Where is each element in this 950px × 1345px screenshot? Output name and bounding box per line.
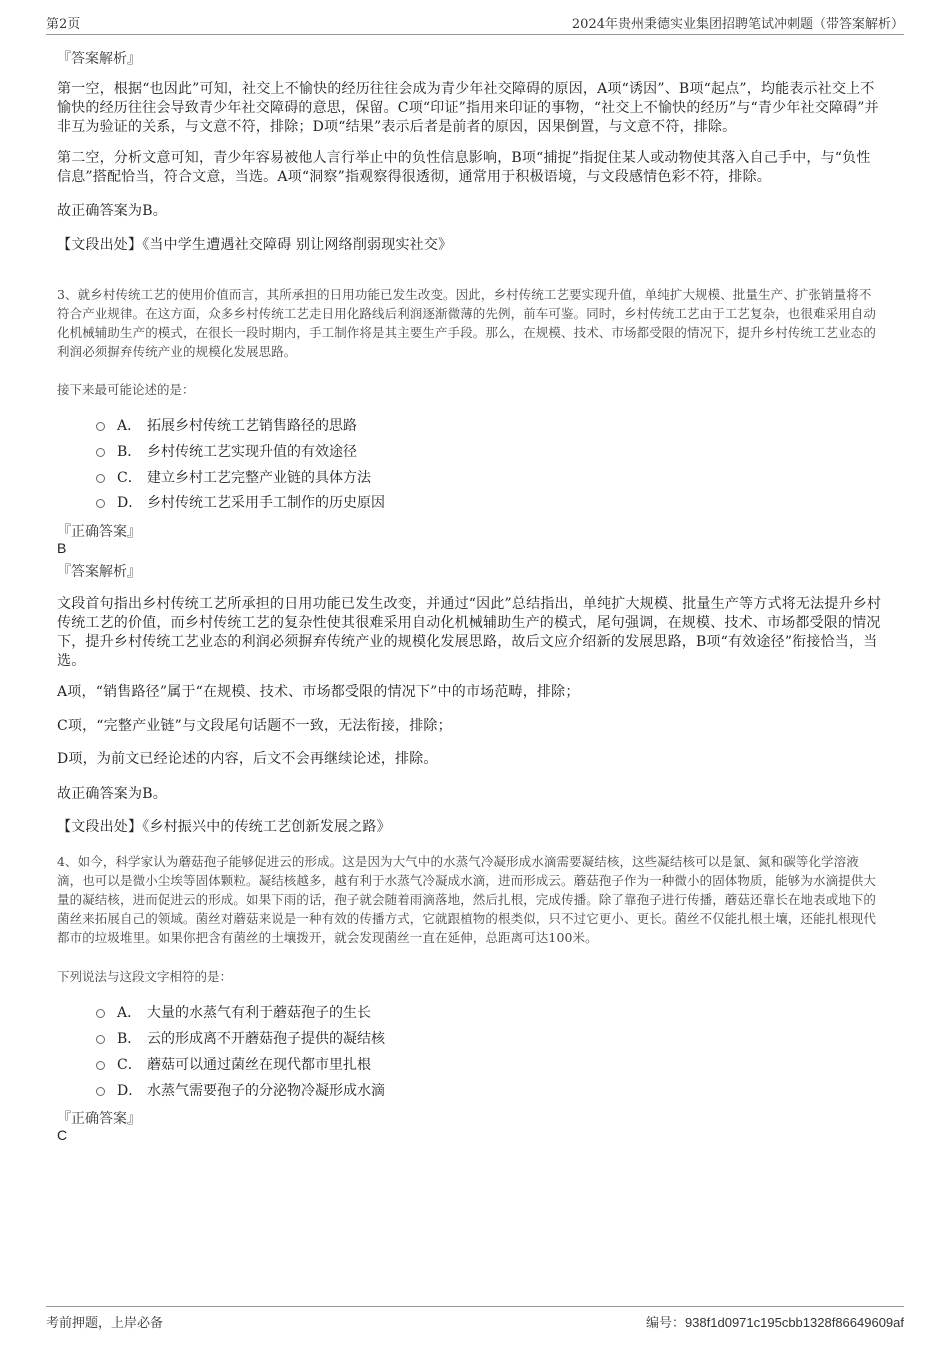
page-footer [46,1306,904,1331]
option-letter: B． [117,444,142,460]
option-d[interactable] [96,1080,856,1100]
option-a[interactable] [96,415,856,435]
page-header [46,12,904,35]
option-letter: A． [117,418,142,434]
source-citation: 【文段出处】《当中学生遭遇社交障碍 别让网络削弱现实社交》 [57,237,453,253]
explanation-paragraph: D项，为前文已经论述的内容，后文不会再继续论述，排除。 [57,751,438,767]
question-prompt: 接下来最可能论述的是： [57,382,195,397]
explanation-label: 『答案解析』 [57,51,141,67]
option-letter: B． [117,1031,142,1047]
option-letter: A． [117,1005,142,1021]
document-id-label: 编号： [645,1316,685,1331]
question-stem: 4、如今，科学家认为蘑菇孢子能够促进云的形成。这是因为大气中的水蒸气冷凝形成水滴需要凝结核，这些凝结核可以是氯、氮和碳等化学溶液滴，也可以是微小尘埃等固体颗粒。凝结核越多，越有利于水蒸气冷凝成水滴，进而形成云。蘑菇孢子作为一种微小的固体物质，能够为水滴提供大量的凝结核，进而促进云的形成。如果下雨的话，孢子就会随着雨滴落地，然后扎根，完成传播。除了靠孢子进行传播，蘑菇还靠长在地表或地下的菌丝来拓展自己的领域。菌丝对蘑菇来说是一种有效的传播方式，它就跟植物的根类似，只不过它更小、更长。菌丝不仅能扎根土壤，还能扎根现代都市的垃圾堆里。如果你把含有菌丝的土壤拨开，就会发现菌丝一直在延伸，总距离可达100米。 [57,854,877,945]
source-citation: 【文段出处】《乡村振兴中的传统工艺创新发展之路》 [57,819,391,835]
option-c[interactable] [96,467,856,487]
document-id-code: 938f1d0971c195cbb1328f86649609af [684,1315,904,1330]
option-text: 水蒸气需要孢子的分泌物冷凝形成水滴 [147,1083,385,1099]
radio-button[interactable] [96,422,105,431]
explanation-label: 『答案解析』 [57,564,141,580]
option-letter: D． [117,495,143,511]
option-d[interactable] [96,492,856,512]
explanation-conclusion: 故正确答案为B。 [57,786,167,802]
explanation-paragraph: 文段首句指出乡村传统工艺所承担的日用功能已发生改变，并通过“因此”总结指出，单纯扩大规模、批量生产等方式将无法提升乡村传统工艺的价值，而乡村传统工艺的复杂性使其很难采用自动化机械辅助生产的模式，尾句强调，在规模、技术、市场都受限的情况下，提升乡村传统工艺业态的利润必须摒弃传统产业的规模化发展思路，故后文应介绍新的发展思路，B项“有效途径”衔接恰当，当选。 [57,596,882,669]
correct-answer: C [57,1127,68,1143]
option-a[interactable] [96,1002,856,1022]
option-c[interactable] [96,1054,856,1074]
page-number: 第2页 [46,17,81,32]
explanation-paragraph: 第一空，根据“也因此”可知，社交上不愉快的经历往往会成为青少年社交障碍的原因，A项“诱因”、B项“起点”，均能表示社交上不愉快的经历往往会导致青少年社交障碍的意思，保留。C项“印证”指用来印证的事物，“社交上不愉快的经历”与“青少年社交障碍”并非互为验证的关系，与文意不符，排除；D项“结果”表示后者是前者的原因，因果倒置，与文意不符，排除。 [57,81,879,135]
explanation-paragraph: C项，“完整产业链”与文段尾句话题不一致，无法衔接，排除； [57,718,452,734]
option-letter: C． [117,1057,142,1073]
option-text: 云的形成离不开蘑菇孢子提供的凝结核 [147,1031,385,1047]
option-text: 蘑菇可以通过菌丝在现代都市里扎根 [147,1057,371,1073]
option-text: 乡村传统工艺实现升值的有效途径 [147,444,357,460]
option-b[interactable] [96,441,856,461]
option-text: 拓展乡村传统工艺销售路径的思路 [147,418,357,434]
radio-button[interactable] [96,499,105,508]
radio-button[interactable] [96,1009,105,1018]
document-id [646,1312,904,1331]
footer-slogan: 考前押题，上岸必备 [46,1316,164,1331]
option-text: 乡村传统工艺采用手工制作的历史原因 [147,495,385,511]
question-prompt: 下列说法与这段文字相符的是： [57,969,233,984]
radio-button[interactable] [96,1035,105,1044]
option-b[interactable] [96,1028,856,1048]
radio-button[interactable] [96,474,105,483]
correct-answer-label: 『正确答案』 [57,524,141,540]
question-stem: 3、就乡村传统工艺的使用价值而言，其所承担的日用功能已发生改变。因此，乡村传统工艺要实现升值，单纯扩大规模、批量生产、扩张销量将不符合产业规律。在这方面，众多乡村传统工艺走日用化路线后利润逐渐微薄的先例，前车可鉴。同时，乡村传统工艺由于工艺复杂，也很难采用自动化机械辅助生产的模式，在很长一段时期内，手工制作将是其主要生产手段。那么，在规模、技术、市场都受限的情况下，提升乡村传统工艺业态的利润必须摒弃传统产业的规模化发展思路。 [57,287,877,359]
option-letter: D． [117,1083,143,1099]
document-title: 2024年贵州秉德实业集团招聘笔试冲刺题（带答案解析） [571,17,904,32]
explanation-paragraph: 第二空，分析文意可知，青少年容易被他人言行举止中的负性信息影响，B项“捕捉”指捉住某人或动物使其落入自己手中，与“负性信息”搭配恰当，符合文意，当选。A项“洞察”指观察得很透彻，通常用于积极语境，与文段感情色彩不符，排除。 [57,150,871,185]
radio-button[interactable] [96,1087,105,1096]
correct-answer-label: 『正确答案』 [57,1111,141,1127]
option-text: 大量的水蒸气有利于蘑菇孢子的生长 [147,1005,371,1021]
radio-button[interactable] [96,448,105,457]
option-text: 建立乡村工艺完整产业链的具体方法 [147,470,371,486]
correct-answer: B [57,540,67,556]
radio-button[interactable] [96,1061,105,1070]
explanation-paragraph: A项，“销售路径”属于“在规模、技术、市场都受限的情况下”中的市场范畴，排除； [57,684,580,700]
option-letter: C． [117,470,142,486]
explanation-conclusion: 故正确答案为B。 [57,203,167,219]
